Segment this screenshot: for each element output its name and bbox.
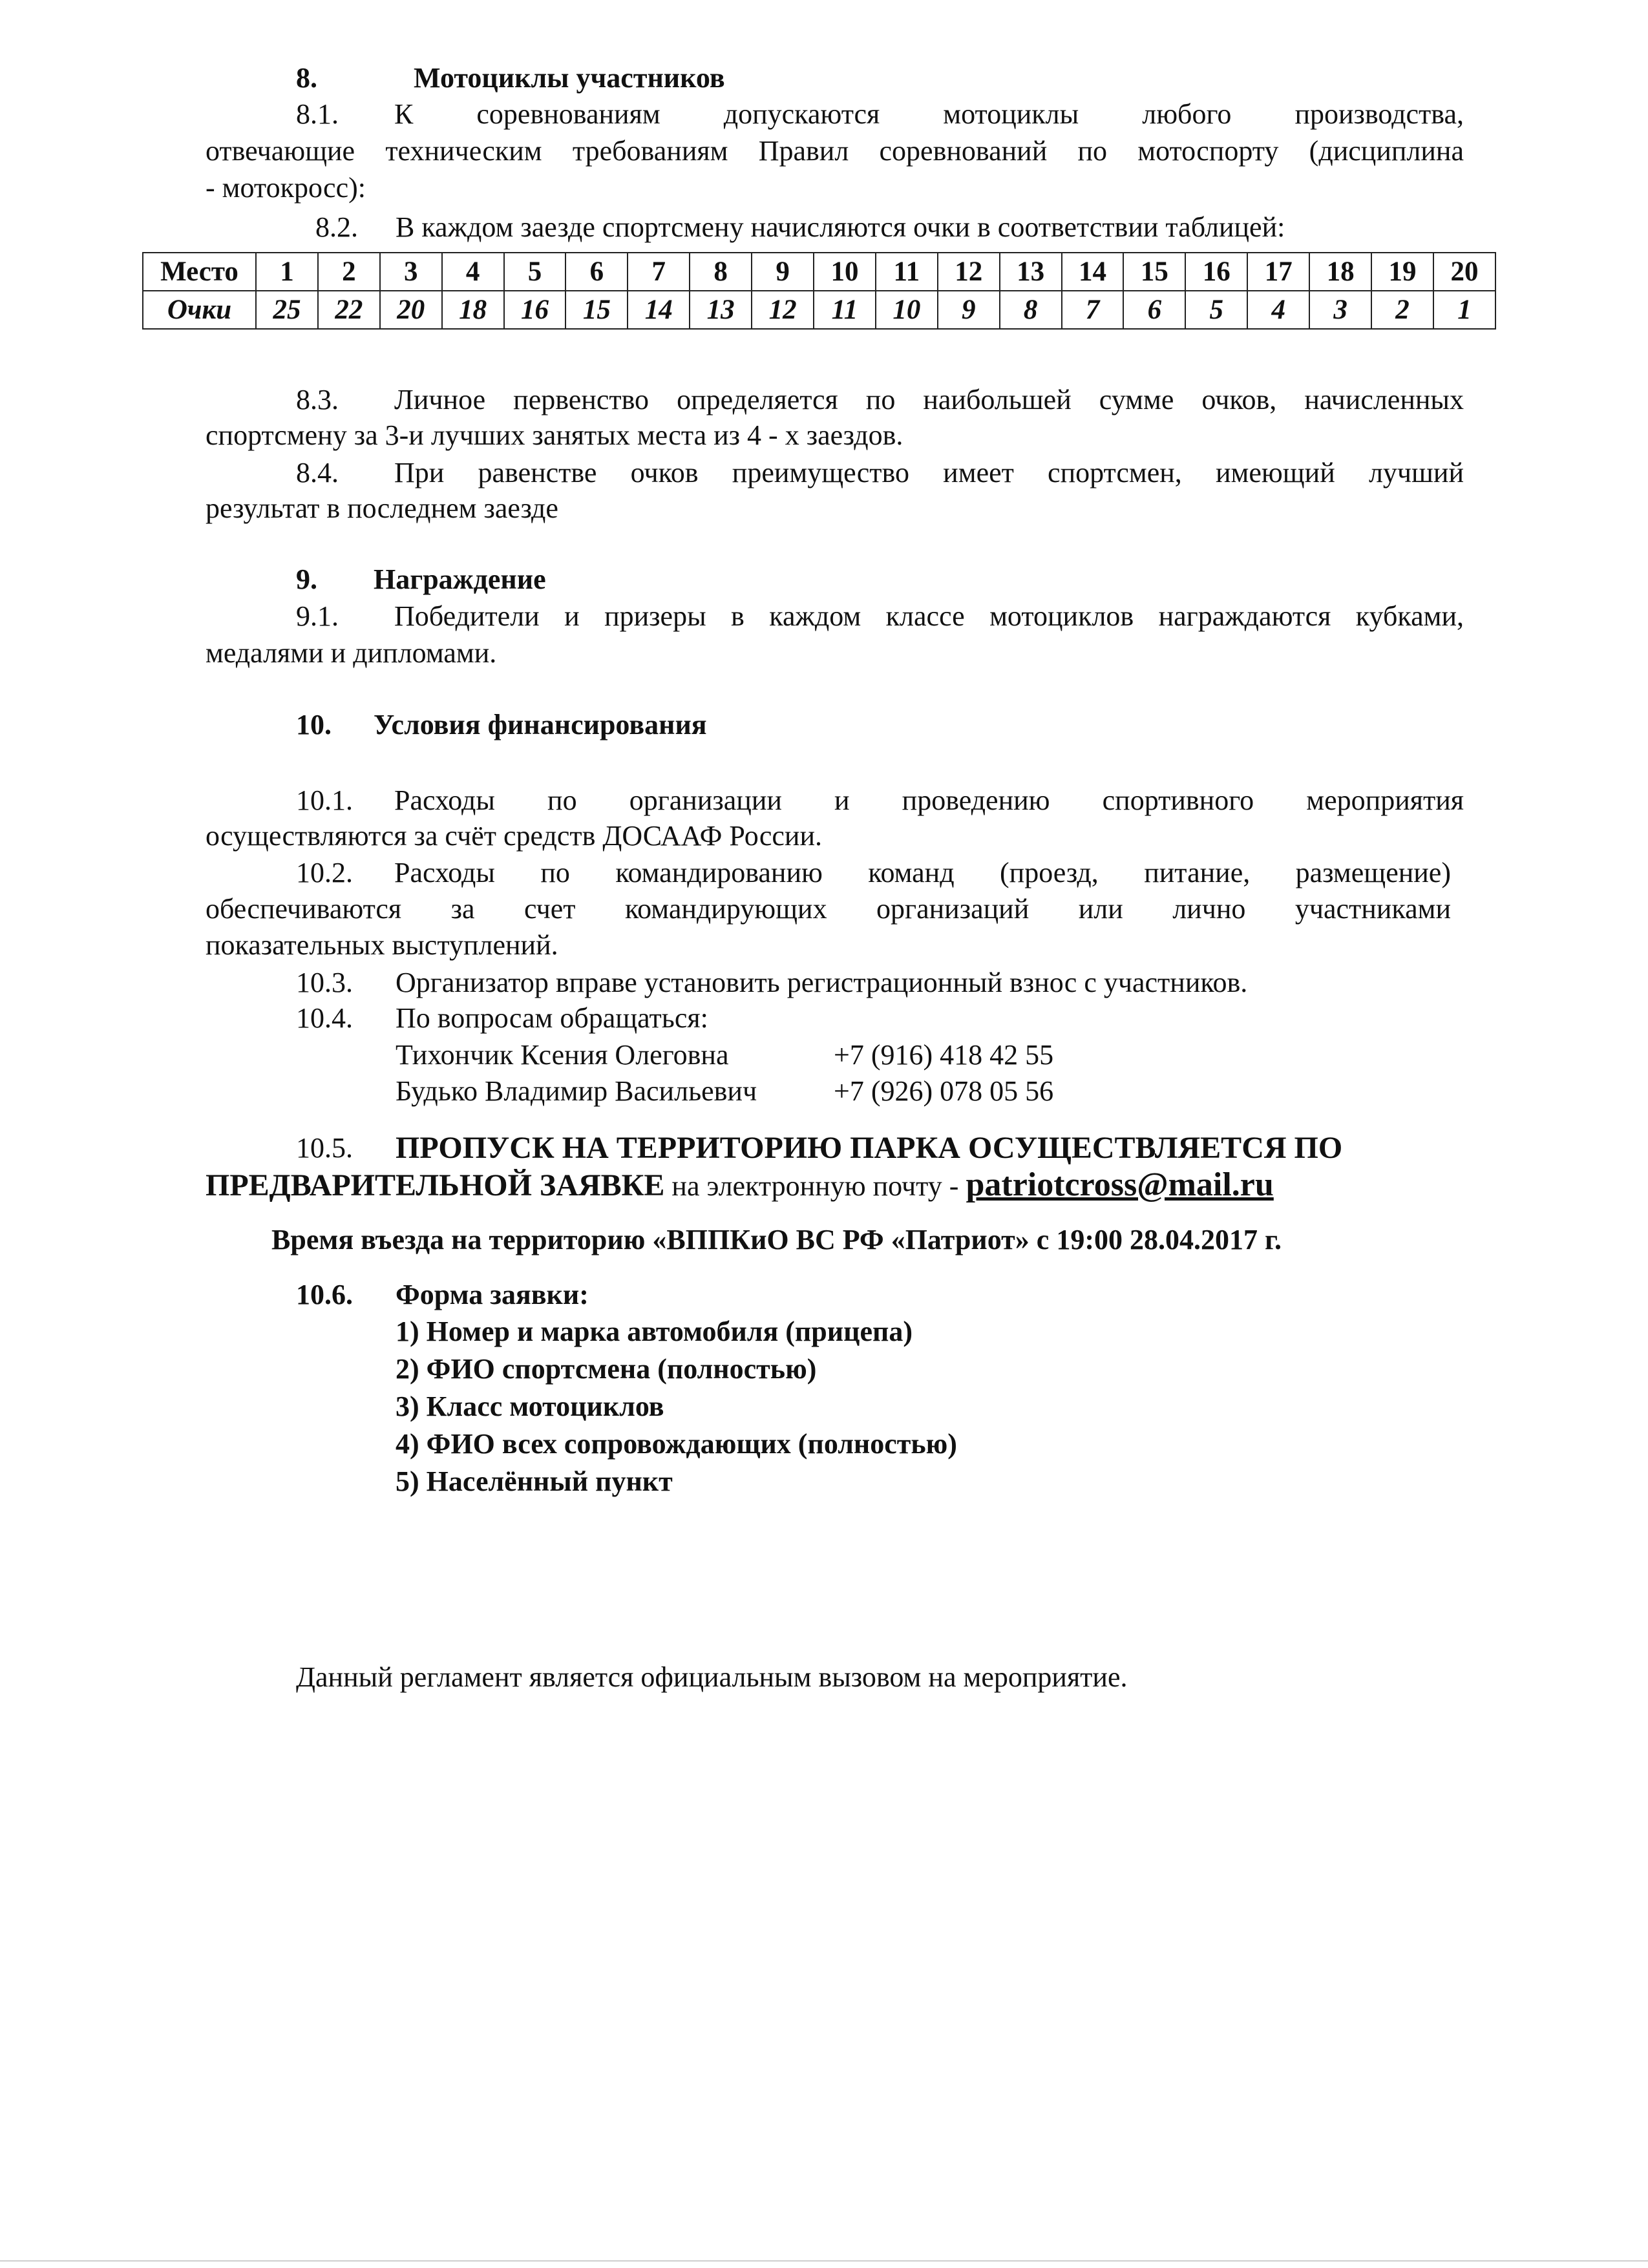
para-8-3-number: 8.3. (296, 384, 339, 415)
points-table (142, 252, 1496, 330)
para-10-2-number: 10.2. (296, 857, 353, 888)
points-cell: 5 (1185, 291, 1247, 329)
place-cell: 19 (1371, 253, 1433, 291)
place-cell: 2 (318, 253, 380, 291)
contact-name: Будько Владимир Васильевич (396, 1075, 757, 1107)
points-cell: 1 (1433, 291, 1495, 329)
para-8-2-text: В каждом заезде спортсмену начисляются очки в соответствии таблицей: (396, 211, 1285, 243)
para-8-4-line1: При равенстве очков преимущество имеет спортсмен, имеющий лучший (394, 457, 1464, 488)
form-item: 4) ФИО всех сопровождающих (полностью) (396, 1428, 957, 1460)
points-cell: 6 (1123, 291, 1185, 329)
para-10-3-text: Организатор вправе установить регистрационный взнос с участников. (396, 967, 1248, 998)
place-cell: 4 (442, 253, 504, 291)
contact-phone: +7 (916) 418 42 55 (834, 1039, 1054, 1071)
para-10-5-number: 10.5. (296, 1132, 353, 1164)
place-cell: 5 (504, 253, 566, 291)
closing-statement: Данный регламент является официальным вызовом на мероприятие. (296, 1661, 1128, 1693)
para-9-1-line1: Победители и призеры в каждом классе мотоциклов награждаются кубками, (394, 600, 1464, 632)
entry-time-notice: Время въезда на территорию «ВППКиО ВС РФ «Патриот» с 19:00 28.04.2017 г. (271, 1224, 1282, 1255)
form-item: 5) Населённый пункт (396, 1465, 673, 1497)
contact-phone: +7 (926) 078 05 56 (834, 1075, 1054, 1107)
place-cell: 12 (938, 253, 1000, 291)
section-8-number: 8. (296, 62, 317, 94)
place-cell: 1 (256, 253, 318, 291)
place-cell: 6 (565, 253, 628, 291)
pass-notice-bold: ПРЕДВАРИТЕЛЬНОЙ ЗАЯВКЕ (206, 1168, 665, 1202)
para-8-4-line2: результат в последнем заезде (206, 492, 558, 524)
points-cell: 22 (318, 291, 380, 329)
form-item: 2) ФИО спортсмена (полностью) (396, 1353, 817, 1385)
points-row (143, 291, 1495, 329)
points-cell: 2 (1371, 291, 1433, 329)
para-8-3-line2: спортсмену за 3-и лучших занятых места из 4 - х заездов. (206, 419, 903, 451)
points-cell: 10 (876, 291, 938, 329)
place-cell: 13 (1000, 253, 1062, 291)
place-cell: 9 (752, 253, 814, 291)
para-9-1-number: 9.1. (296, 600, 339, 632)
form-item: 1) Номер и марка автомобиля (прицепа) (396, 1316, 913, 1347)
points-cell: 16 (504, 291, 566, 329)
places-row (143, 253, 1495, 291)
points-cell: 7 (1062, 291, 1124, 329)
contact-name: Тихончик Ксения Олеговна (396, 1039, 729, 1071)
points-cell: 20 (380, 291, 442, 329)
para-10-2-line3: показательных выступлений. (206, 929, 558, 961)
section-10-heading: Условия финансирования (374, 709, 707, 740)
para-8-1-line3: - мотокросс): (206, 172, 366, 204)
para-10-4-text: По вопросам обращаться: (396, 1002, 708, 1034)
form-item: 3) Класс мотоциклов (396, 1391, 664, 1422)
section-9-heading: Награждение (374, 563, 546, 595)
para-10-3-number: 10.3. (296, 967, 353, 998)
points-row-label: Очки (143, 291, 256, 329)
place-cell: 10 (814, 253, 876, 291)
place-cell: 16 (1185, 253, 1247, 291)
para-8-2-number: 8.2. (315, 211, 358, 243)
points-cell: 15 (565, 291, 628, 329)
points-cell: 9 (938, 291, 1000, 329)
para-10-1-line1: Расходы по организации и проведению спортивного мероприятия (394, 784, 1464, 816)
section-8-heading: Мотоциклы участников (414, 62, 725, 94)
place-cell: 20 (1433, 253, 1495, 291)
places-row-label: Место (143, 253, 256, 291)
points-cell: 8 (1000, 291, 1062, 329)
para-10-4-number: 10.4. (296, 1002, 353, 1034)
place-cell: 18 (1309, 253, 1371, 291)
scan-edge-divider (0, 2260, 1648, 2262)
para-10-1-number: 10.1. (296, 784, 353, 816)
place-cell: 15 (1123, 253, 1185, 291)
points-cell: 18 (442, 291, 504, 329)
application-form-title: Форма заявки: (396, 1279, 589, 1310)
place-cell: 14 (1062, 253, 1124, 291)
place-cell: 17 (1247, 253, 1309, 291)
para-9-1-line2: медалями и дипломами. (206, 637, 497, 669)
pass-notice-line1: ПРОПУСК НА ТЕРРИТОРИЮ ПАРКА ОСУЩЕСТВЛЯЕТСЯ ПО (396, 1131, 1343, 1165)
para-8-4-number: 8.4. (296, 457, 339, 488)
para-10-2-line2: обеспечиваются за счет командирующих организаций или лично участниками (206, 893, 1451, 925)
points-cell: 3 (1309, 291, 1371, 329)
contact-email-link[interactable]: patriotcross@mail.ru (966, 1166, 1274, 1203)
place-cell: 7 (628, 253, 690, 291)
place-cell: 8 (690, 253, 752, 291)
para-10-2-line1: Расходы по командированию команд (проезд, питание, размещение) (394, 857, 1451, 888)
para-10-6-number: 10.6. (296, 1279, 353, 1310)
points-cell: 14 (628, 291, 690, 329)
points-cell: 11 (814, 291, 876, 329)
points-cell: 12 (752, 291, 814, 329)
section-9-number: 9. (296, 563, 317, 595)
para-8-1-line2: отвечающие техническим требованиям Правил соревнований по мотоспорту (дисциплина (206, 135, 1464, 167)
para-10-1-line2: осуществляются за счёт средств ДОСААФ России. (206, 820, 823, 852)
points-cell: 13 (690, 291, 752, 329)
place-cell: 11 (876, 253, 938, 291)
para-8-3-line1: Личное первенство определяется по наибольшей сумме очков, начисленных (394, 384, 1464, 415)
para-8-1-line1: К соревнованиям допускаются мотоциклы любого производства, (394, 98, 1464, 130)
place-cell: 3 (380, 253, 442, 291)
points-cell: 25 (256, 291, 318, 329)
section-10-number: 10. (296, 709, 332, 740)
points-cell: 4 (1247, 291, 1309, 329)
pass-notice-text: на электронную почту - (671, 1170, 959, 1202)
para-8-1-number: 8.1. (296, 98, 339, 130)
